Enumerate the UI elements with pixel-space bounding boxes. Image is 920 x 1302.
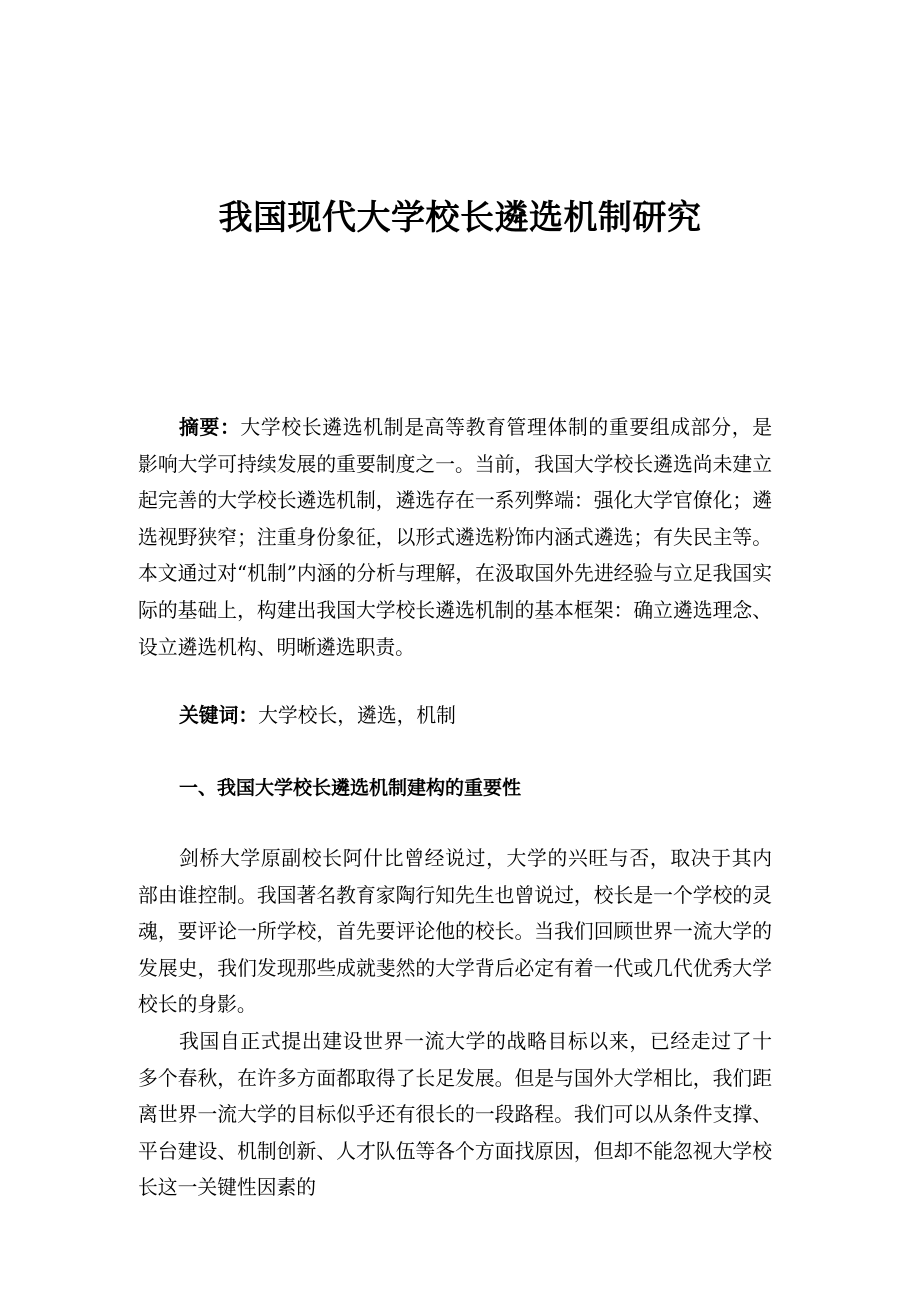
body-paragraph: 剑桥大学原副校长阿什比曾经说过，大学的兴旺与否，取决于其内部由谁控制。我国著名教育家陶行知先生也曾说过，校长是一个学校的灵魂，要评论一所学校，首先要评论他的校长。当我们回顾世界一流大学的发展史，我们发现那些成就斐然的大学背后必定有着一代或几代优秀大学校长的身影。	[138, 847, 772, 1017]
abstract-label: 摘要：	[179, 416, 241, 439]
section-heading: 一、我国大学校长遴选机制建构的重要性	[179, 777, 522, 799]
document-title: 我国现代大学校长遴选机制研究	[218, 198, 702, 238]
keywords-label: 关键词：	[179, 704, 259, 727]
body-paragraph: 我国自正式提出建设世界一流大学的战略目标以来，已经走过了十多个春秋，在许多方面都取得了长足发展。但是与国外大学相比，我们距离世界一流大学的目标似乎还有很长的一段路程。我们可以从条件支撑、平台建设、机制创新、人才队伍等各个方面找原因，但却不能忽视大学校长这一关键性因素的	[138, 1030, 772, 1200]
keywords-text: 大学校长，遴选，机制	[258, 704, 456, 727]
abstract-paragraph	[138, 410, 772, 666]
abstract-text: 大学校长遴选机制是高等教育管理体制的重要组成部分，是影响大学可持续发展的重要制度之一。当前，我国大学校长遴选尚未建立起完善的大学校长遴选机制，遴选存在一系列弊端：强化大学官僚化；遴选视野狭窄；注重身份象征，以形式遴选粉饰内涵式遴选；有失民主等。本文通过对“机制”内涵的分析与理解，在汲取国外先进经验与立足我国实际的基础上，构建出我国大学校长遴选机制的基本框架：确立遴选理念、设立遴选机构、明晰遴选职责。	[138, 416, 772, 659]
keywords-paragraph	[138, 698, 772, 735]
